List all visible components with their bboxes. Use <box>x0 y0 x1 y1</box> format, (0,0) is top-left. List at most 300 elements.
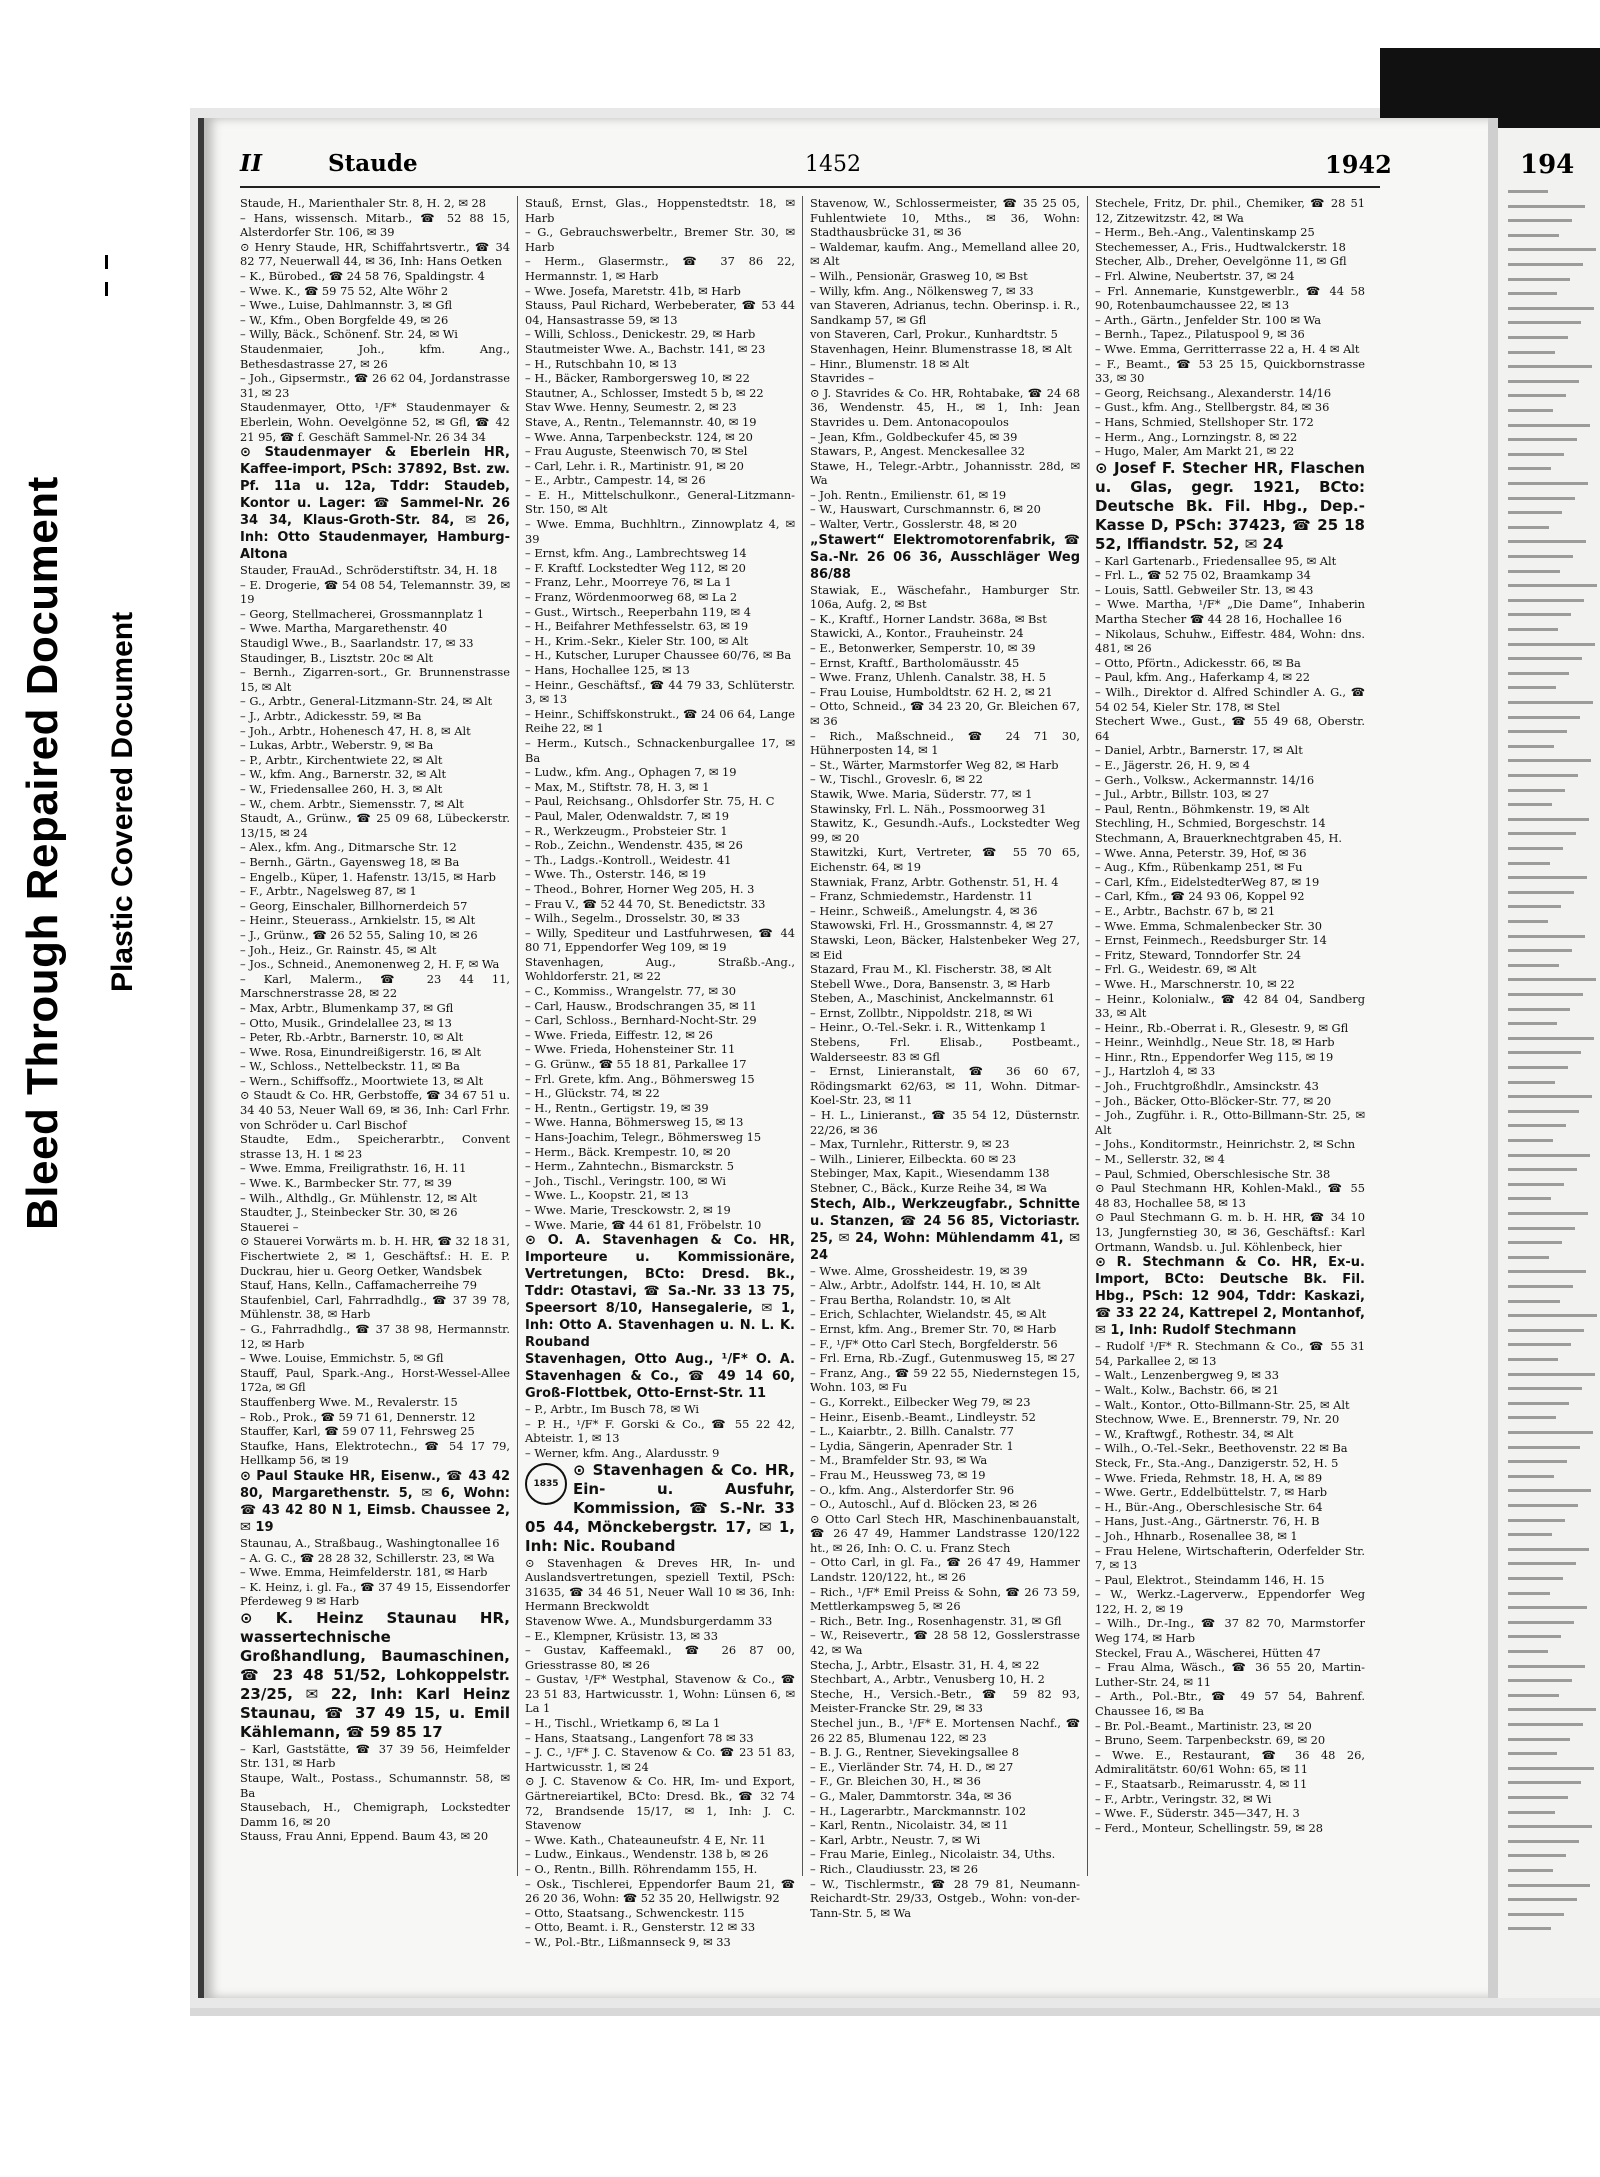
entry-text: – Franz, Wördenmoorweg 68, ✉ La 2 <box>525 590 738 605</box>
next-page-line <box>1508 1796 1568 1799</box>
entry-text: – F., Arbtr., Veringstr. 32, ✉ Wi <box>1095 1791 1272 1806</box>
entry-text: – W., Tischlermstr., ☎ 28 79 81, Neumann-Reichardt-Str. 29/33, Ostgeb., Wohn: von-der-Tann-Str. 5, ✉ Wa <box>810 1876 1080 1920</box>
directory-entry <box>240 855 510 870</box>
next-page-line <box>1508 876 1587 879</box>
entry-text: Stauerei – <box>240 1219 299 1234</box>
directory-entry <box>240 1030 510 1045</box>
directory-entry <box>525 707 795 736</box>
entry-text: – W., kfm. Ang., Barnerstr. 32, ✉ Alt <box>240 767 447 782</box>
entry-text: – E. H., Mittelschulkonr., General-Litzmann-Str. 150, ✉ Alt <box>525 487 795 517</box>
entry-text: – Frau Louise, Humboldtstr. 62 H. 2, ✉ 21 <box>810 684 1053 699</box>
directory-entry <box>525 254 795 283</box>
directory-entry <box>240 797 510 812</box>
next-page-line <box>1508 1154 1590 1157</box>
next-page-line <box>1508 380 1579 383</box>
directory-entry <box>240 444 510 563</box>
entry-text: – K. Heinz, i. gl. Fa., ☎ 37 49 15, Eissendorfer Pferdeweg 9 ✉ Harb <box>240 1579 510 1609</box>
entry-text: Stausebach, H., Chemigraph, Lockstedter Damm 16, ✉ 20 <box>240 1800 510 1829</box>
directory-entry <box>240 1176 510 1191</box>
entry-text: – Herm., Ang., Lornzingstr. 8, ✉ 22 <box>1095 429 1298 444</box>
directory-entry <box>240 1220 510 1235</box>
next-page-line <box>1508 1373 1595 1376</box>
entry-text: Stechemesser, A., Fris., Hudtwalckerstr. 18 <box>1095 239 1346 254</box>
directory-entry <box>240 1829 510 1844</box>
entry-text: Steck, Fr., Sta.-Ang., Danzigerstr. 52, H. 5 <box>1095 1455 1339 1470</box>
entry-text: Stechert Wwe., Gust., ☎ 55 49 68, Oberstr. 64 <box>1095 714 1365 743</box>
directory-entry <box>240 1191 510 1206</box>
directory-entry <box>240 578 510 607</box>
directory-entry <box>525 794 795 809</box>
directory-entry <box>1095 1777 1365 1792</box>
next-page-line <box>1508 832 1576 835</box>
directory-entry <box>525 196 795 225</box>
next-page-line <box>1508 1694 1559 1697</box>
directory-entry <box>1095 1368 1365 1383</box>
entry-text: – Carl, Kfm., EidelstedterWeg 87, ✉ 19 <box>1095 874 1320 889</box>
entry-text: – Heinr., Geschäftsf., ☎ 44 79 33, Schlüterstr. 3, ✉ 13 <box>525 677 795 707</box>
entry-text: Stauf, Hans, Kelln., Caffamacherreihe 79 <box>240 1278 478 1293</box>
entry-text: – St., Wärter, Marmstorfer Weg 82, ✉ Harb <box>810 757 1059 772</box>
entry-text: Stechnow, Wwe. E., Brennerstr. 79, Nr. 20 <box>1095 1412 1340 1427</box>
entry-text: Stecha, J., Arbtr., Elsastr. 31, H. 4, ✉ 22 <box>810 1657 1040 1672</box>
directory-entry <box>525 619 795 634</box>
next-page-line <box>1508 409 1553 412</box>
next-page-line <box>1508 190 1548 193</box>
directory-entry <box>1095 269 1365 284</box>
company-seal: 1835 <box>525 1463 567 1505</box>
entry-text: – Frau V., ☎ 52 44 70, St. Benedictstr. 33 <box>525 896 766 911</box>
entry-text: ⊙ Staudt & Co. HR, Gerbstoffe, ☎ 34 67 51 u. 34 40 53, Neuer Wall 69, ✉ 36, Inh: Carl Frhr. von Schröder u. Carl Bischof <box>240 1088 510 1132</box>
entry-text: – Karl, Malerm., ☎ 23 44 11, Marschnerstrasse 28, ✉ 22 <box>240 971 510 1001</box>
entry-text: – Frl. Erna, Rb.-Zugf., Gutenmusweg 15, ✉ 27 <box>810 1351 1076 1366</box>
entry-text: – Wilh., Linierer, Eilbeckta. 60 ✉ 23 <box>810 1151 1017 1166</box>
next-page-line <box>1508 964 1559 967</box>
directory-entry <box>1095 802 1365 817</box>
directory-entry <box>240 1609 510 1742</box>
directory-entry <box>525 1101 795 1116</box>
directory-entry <box>1095 1689 1365 1718</box>
directory-entry <box>240 1016 510 1031</box>
directory-entry <box>240 928 510 943</box>
directory-entry <box>240 269 510 284</box>
next-page-line <box>1508 1460 1567 1463</box>
directory-entry <box>525 1188 795 1203</box>
directory-entry <box>240 870 510 885</box>
directory-entry <box>525 955 795 984</box>
directory-entry <box>240 621 510 636</box>
directory-entry <box>1095 656 1365 671</box>
directory-entry <box>810 1035 1080 1064</box>
directory-entry <box>810 1760 1080 1775</box>
directory-entry <box>240 753 510 768</box>
directory-entry <box>1095 444 1365 459</box>
next-page-line <box>1508 278 1570 281</box>
entry-text: ⊙ R. Stechmann & Co. HR, Ex-u. Import, BCto: Deutsche Bk. Fil. Hbg., PSch: 12 904, Tddr: Kaskazi, ☎ 33 22 24, Kattrepel 2, Montanhof, ✉ 1, Inh: Rudolf Stechmann <box>1095 1255 1365 1339</box>
next-page-line <box>1508 205 1585 208</box>
bleed-through-note: Bleed Through Repaired Document <box>18 476 67 1230</box>
next-page-line <box>1508 1606 1587 1609</box>
directory-entry <box>810 502 1080 517</box>
entry-text: – Otto, Beamt. i. R., Gensterstr. 12 ✉ 33 <box>525 1920 756 1935</box>
entry-text: Stavenhagen, Aug., Straßb.-Ang., Wohldorferstr. 21, ✉ 22 <box>525 954 795 984</box>
entry-text: Stavenow Wwe. A., Mundsburgerdamm 33 <box>525 1613 773 1628</box>
next-page-line <box>1508 497 1575 500</box>
directory-entry <box>240 884 510 899</box>
directory-entry <box>1095 254 1365 269</box>
entry-text: Stawiak, E., Wäschefahr., Hamburger Str. 106a, Aufg. 2, ✉ Bst <box>810 582 1080 612</box>
entry-text: – Erich, Schlachter, Wielandstr. 45, ✉ Alt <box>810 1307 1047 1322</box>
directory-entry <box>525 1130 795 1145</box>
directory-entry <box>810 1468 1080 1483</box>
next-page-line <box>1508 1081 1555 1084</box>
entry-text: – Wwe. Emma, Heimfelderstr. 181, ✉ Harb <box>240 1565 488 1580</box>
directory-entry <box>525 634 795 649</box>
directory-entry <box>1095 459 1365 554</box>
directory-entry <box>525 1556 795 1614</box>
entry-text: Staudinger, B., Lisztstr. 20c ✉ Alt <box>240 650 434 665</box>
next-page-line <box>1508 482 1588 485</box>
directory-entry <box>240 1366 510 1395</box>
next-page-line <box>1508 1548 1589 1551</box>
entry-text: – Joh., Bäcker, Otto-Blöcker-Str. 77, ✉ 20 <box>1095 1093 1332 1108</box>
directory-entry <box>1095 919 1365 934</box>
directory-entry <box>1095 430 1365 445</box>
next-page-line <box>1508 321 1581 324</box>
directory-entry <box>1095 1573 1365 1588</box>
entry-text: – Wwe. Emma, Gerritterrasse 22 a, H. 4 ✉ Alt <box>1095 341 1360 356</box>
entry-text: – Ernst, kfm. Ang., Lambrechtsweg 14 <box>525 546 747 561</box>
directory-entry <box>810 699 1080 728</box>
directory-entry <box>525 1935 795 1950</box>
entry-text: – C., Kommiss., Wrangelstr. 77, ✉ 30 <box>525 984 737 999</box>
directory-entry <box>525 1203 795 1218</box>
entry-text: – Wern., Schiffsoffz., Moortwiete 13, ✉ Alt <box>240 1073 484 1088</box>
directory-entry <box>810 1424 1080 1439</box>
entry-text: – W., Pol.-Btr., Lißmannseck 9, ✉ 33 <box>525 1934 731 1949</box>
entry-text: – O., Rentn., Billh. Röhrendamm 155, H. <box>525 1862 758 1876</box>
directory-entry <box>240 709 510 724</box>
entry-text: – W., Kfm., Oben Borgfelde 49, ✉ 26 <box>240 312 449 327</box>
next-page-line <box>1508 1504 1578 1507</box>
directory-entry <box>240 1132 510 1161</box>
entry-text: Stawars, P., Angest. Menckesallee 32 <box>810 444 1026 459</box>
directory-columns <box>240 196 1380 1949</box>
directory-entry <box>240 1800 510 1829</box>
entry-text: Stavenhagen, Heinr. Blumenstrasse 18, ✉ Alt <box>810 341 1072 356</box>
next-page-line <box>1508 949 1572 952</box>
entry-text: – H., Rentn., Gertigstr. 19, ✉ 39 <box>525 1100 709 1115</box>
entry-text: – Wilh., Dr.-Ing., ☎ 37 82 70, Marmstorfer Weg 174, ✉ Harb <box>1095 1616 1365 1646</box>
directory-entry <box>810 1555 1080 1584</box>
entry-text: – G., Fahrradhdlg., ☎ 37 38 98, Hermannstr. 12, ✉ Harb <box>240 1321 510 1351</box>
entry-text: – Paul, Schmied, Oberschlesische Str. 38 <box>1095 1166 1331 1181</box>
directory-entry <box>525 1672 795 1716</box>
entry-text: – Paul, kfm. Ang., Haferkamp 4, ✉ 22 <box>1095 670 1311 685</box>
entry-text: – F., ¹/F* Otto Carl Stech, Borgfelderstr. 56 <box>810 1336 1058 1351</box>
section-mark: II <box>240 150 263 177</box>
directory-entry <box>1095 787 1365 802</box>
next-page-number: 194 <box>1520 150 1575 180</box>
entry-text: – Georg, Einschaler, Billhornerdeich 57 <box>240 898 468 913</box>
directory-entry <box>525 444 795 459</box>
directory-entry <box>810 240 1080 269</box>
next-page-line <box>1508 1854 1566 1857</box>
entry-text: – Ludw., kfm. Ang., Ophagen 7, ✉ 19 <box>525 765 737 780</box>
next-page-line <box>1508 365 1592 368</box>
entry-text: – H., Tischl., Wrietkamp 6, ✉ La 1 <box>525 1716 721 1731</box>
next-page-line <box>1508 1577 1563 1580</box>
directory-entry <box>810 1774 1080 1789</box>
directory-entry <box>525 488 795 517</box>
directory-entry <box>240 811 510 840</box>
directory-entry <box>1095 415 1365 430</box>
entry-text: – Herm., Glasermstr., ☎ 37 86 22, Hermannstr. 1, ✉ Harb <box>525 254 795 283</box>
entry-text: – Joh., Tischl., Veringstr. 100, ✉ Wi <box>525 1173 727 1188</box>
entry-text: – Rich., Betr. Ing., Rosenhagenstr. 31, ✉ Gfl <box>810 1613 1062 1628</box>
entry-text: Stechele, Fritz, Dr. phil., Chemiker, ☎ 28 51 12, Zitzewitzstr. 42, ✉ Wa <box>1095 196 1365 225</box>
entry-text: Stechling, H., Schmied, Borgeschstr. 14 <box>1095 816 1326 831</box>
directory-entry <box>240 738 510 753</box>
directory-entry <box>810 1181 1080 1196</box>
directory-entry <box>525 298 795 327</box>
next-page-line <box>1508 1781 1581 1784</box>
entry-text: – Hans, Hochallee 125, ✉ 13 <box>525 663 690 677</box>
entry-text: Stauder, FrauAd., Schröderstiftstr. 34, H. 18 <box>240 563 498 578</box>
entry-text: – Wilh., Segelm., Drosselstr. 30, ✉ 33 <box>525 911 740 926</box>
entry-text: – Willy, Bäck., Schönenf. Str. 24, ✉ Wi <box>240 327 458 342</box>
entry-text: – M., Bramfelder Str. 93, ✉ Wa <box>810 1453 988 1468</box>
entry-text: ⊙ Stauerei Vorwärts m. b. H. HR, ☎ 32 18 31, Fischertwiete 2, ✉ 1, Geschäftsf.: H. E. P. Duckrau, hier u. Georg Oetker, Wandsbek <box>240 1234 510 1278</box>
next-page-sliver <box>1498 128 1600 1998</box>
entry-text: – Hans, Schmied, Stellshoper Str. 172 <box>1095 414 1314 429</box>
directory-entry <box>1095 1806 1365 1821</box>
entry-text: – Wwe. L., Koopstr. 21, ✉ 13 <box>525 1188 689 1203</box>
next-page-line <box>1508 789 1565 792</box>
next-page-line <box>1508 672 1569 675</box>
directory-entry <box>240 1278 510 1293</box>
directory-entry <box>1095 386 1365 401</box>
directory-entry <box>810 269 1080 284</box>
entry-text: – Joh., Gipsermstr., ☎ 26 62 04, Jordanstrasse 31, ✉ 23 <box>240 371 510 400</box>
entry-text: – Hugo, Maler, Am Markt 21, ✉ 22 <box>1095 444 1295 459</box>
next-page-line <box>1508 935 1585 938</box>
directory-entry <box>525 1028 795 1043</box>
directory-entry <box>525 1774 795 1832</box>
entry-text: Stech, Alb., Werkzeugfabr., Schnitte u. Stanzen, ☎ 24 56 85, Victoriastr. 25, ✉ 24, Wohn: Mühlendamm 41, ✉ 24 <box>810 1196 1080 1263</box>
directory-entry <box>1095 597 1365 626</box>
directory-entry <box>1095 284 1365 313</box>
directory-entry <box>1095 1137 1365 1152</box>
directory-entry <box>240 1468 510 1536</box>
directory-entry <box>810 459 1080 488</box>
entry-text: – Bernh., Zigarren-sort., Gr. Brunnenstrasse 15, ✉ Alt <box>240 665 510 694</box>
entry-text: – Otto, Staatsang., Schwenckestr. 115 <box>525 1905 745 1920</box>
entry-text: – Otto, Pförtn., Adickesstr. 66, ✉ Ba <box>1095 655 1301 670</box>
next-page-line <box>1508 1898 1577 1901</box>
entry-text: Stebner, C., Bäck., Kurze Reihe 34, ✉ Wa <box>810 1181 1047 1195</box>
next-page-line <box>1508 1592 1550 1595</box>
next-page-line <box>1508 1387 1582 1390</box>
entry-text: – H., Beifahrer Methfesselstr. 63, ✉ 19 <box>525 619 749 634</box>
column-4 <box>1095 196 1365 1876</box>
directory-entry <box>240 1536 510 1551</box>
entry-text: – Heinr., Steuerass., Arnkielstr. 15, ✉ Alt <box>240 913 476 928</box>
entry-text: – Paul, Maler, Odenwaldstr. 7, ✉ 19 <box>525 808 729 823</box>
entry-text: – Wwe. Emma, Buchhltrn., Zinnowplatz 4, ✉ 39 <box>525 517 795 546</box>
directory-entry <box>240 957 510 972</box>
directory-entry <box>1095 1181 1365 1210</box>
entry-text: – H., Glückstr. 74, ✉ 22 <box>525 1086 660 1101</box>
entry-text: Staudte, Edm., Speicherarbtr., Convent strasse 13, H. 1 ✉ 23 <box>240 1132 510 1161</box>
entry-text: – G., Maler, Dammtorstr. 34a, ✉ 36 <box>810 1788 1012 1803</box>
entry-text: – F., Beamt., ☎ 53 25 15, Quickbornstrasse 33, ✉ 30 <box>1095 356 1365 386</box>
next-page-line <box>1508 1139 1553 1142</box>
entry-text: Stawinsky, Frl. L. Näh., Possmoorweg 31 <box>810 801 1047 816</box>
directory-entry <box>525 327 795 342</box>
entry-text: Staudigl Wwe., B., Saarlandstr. 17, ✉ 33 <box>240 636 474 651</box>
directory-entry <box>810 991 1080 1006</box>
next-page-line <box>1508 351 1555 354</box>
entry-text: – Frau Marie, Einleg., Nicolaistr. 34, Uths. <box>810 1847 1056 1862</box>
entry-text: – E. Drogerie, ☎ 54 08 54, Telemannstr. 39, ✉ 19 <box>240 577 510 607</box>
directory-entry <box>240 782 510 797</box>
entry-text: – Wilh., Pensionär, Grasweg 10, ✉ Bst <box>810 268 1028 283</box>
directory-entry <box>525 926 795 955</box>
directory-entry <box>1095 904 1365 919</box>
margin-tick <box>105 282 108 296</box>
directory-entry <box>525 473 795 488</box>
entry-text: – Osk., Tischlerei, Eppendorfer Baum 21, ☎ 26 20 36, Wohn: ☎ 52 35 20, Hellwigstr. 92 <box>525 1876 795 1906</box>
entry-text: – Bruno, Seem. Tarpenbeckstr. 69, ✉ 20 <box>1095 1733 1326 1748</box>
directory-entry <box>240 1293 510 1322</box>
directory-entry <box>525 400 795 415</box>
entry-text: – Alex., kfm. Ang., Ditmarsche Str. 12 <box>240 840 457 855</box>
next-page-line <box>1508 1533 1552 1536</box>
directory-entry <box>1095 977 1365 992</box>
entry-text: – Engelb., Küper, 1. Hafenstr. 13/15, ✉ Harb <box>240 869 496 884</box>
entry-text: – Wwe. Franz, Uhlenh. Canalstr. 38, H. 5 <box>810 670 1046 685</box>
directory-entry <box>810 1366 1080 1395</box>
directory-entry <box>525 999 795 1014</box>
directory-entry <box>240 1580 510 1609</box>
directory-entry <box>1095 1152 1365 1167</box>
next-page-line <box>1508 1519 1565 1522</box>
directory-entry <box>1095 1441 1365 1456</box>
entry-text: Stauffenberg Wwe. M., Revalerstr. 15 <box>240 1394 458 1409</box>
entry-text: – Wwe. Anna, Tarpenbeckstr. 124, ✉ 20 <box>525 429 753 444</box>
next-page-line <box>1508 263 1583 266</box>
directory-entry <box>525 809 795 824</box>
entry-text: – W., Friedensallee 260, H. 3, ✉ Alt <box>240 782 443 796</box>
next-page-line <box>1508 467 1551 470</box>
directory-entry <box>240 1161 510 1176</box>
directory-entry <box>1095 1821 1365 1836</box>
directory-entry <box>1095 1339 1365 1368</box>
directory-entry <box>810 1818 1080 1833</box>
directory-entry <box>1095 714 1365 743</box>
entry-text: Stebinger, Max, Kapit., Wiesendamm 138 <box>810 1166 1050 1181</box>
directory-entry <box>810 1745 1080 1760</box>
entry-text: – P., Arbtr., Im Busch 78, ✉ Wi <box>525 1402 699 1417</box>
entry-text: – Karl Gartenarb., Friedensallee 95, ✉ Alt <box>1095 553 1337 568</box>
directory-entry <box>240 767 510 782</box>
next-page-line <box>1508 1343 1571 1346</box>
directory-entry <box>810 1293 1080 1308</box>
directory-entry <box>810 787 1080 802</box>
entry-text: ⊙ Stavenhagen & Dreves HR, In- und Auslandsvertretungen, speziell Textil, PSch: 31635, ☎ 34 46 51, Neuer Wall 10 ✉ 36, Inh: Hermann Breckwoldt <box>525 1555 795 1614</box>
directory-entry <box>240 1074 510 1089</box>
next-page-line <box>1508 1212 1588 1215</box>
directory-entry <box>1095 1050 1365 1065</box>
next-page-line <box>1508 628 1558 631</box>
entry-text: – Max, Arbtr., Blumenkamp 37, ✉ Gfl <box>240 1000 454 1015</box>
directory-entry <box>525 1351 795 1402</box>
entry-text: – Wilh., Althdlg., Gr. Mühlenstr. 12, ✉ Alt <box>240 1190 477 1205</box>
next-page-line <box>1508 745 1554 748</box>
entry-text: – H., Lagerarbtr., Marckmannstr. 102 <box>810 1803 1027 1818</box>
directory-entry <box>1095 685 1365 714</box>
directory-entry <box>810 1453 1080 1468</box>
directory-entry <box>1095 1412 1365 1427</box>
directory-entry <box>525 648 795 663</box>
entry-text: von Staveren, Carl, Prokur., Kunhardtstr. 5 <box>810 327 1058 342</box>
entry-text: – G., Arbtr., General-Litzmann-Str. 24, ✉ Alt <box>240 694 493 709</box>
entry-text: – Gerh., Volksw., Ackermannstr. 14/16 <box>1095 772 1315 787</box>
entry-text: ⊙ Paul Stauke HR, Eisenw., ☎ 43 42 80, Margarethenstr. 5, ✉ 6, Wohn: ☎ 43 42 80 N 1, Eimsb. Chaussee 2, ✉ 19 <box>240 1468 510 1535</box>
next-page-line <box>1508 292 1557 295</box>
entry-text: – W., Kraftwgf., Rothestr. 34, ✉ Alt <box>1095 1426 1294 1441</box>
entry-text: – Walter, Vertr., Gosslerstr. 48, ✉ 20 <box>810 517 1017 532</box>
directory-entry <box>240 694 510 709</box>
entry-text: – O., Autoschl., Auf d. Blöcken 23, ✉ 26 <box>810 1497 1038 1512</box>
directory-entry <box>525 371 795 386</box>
entry-text: Stawik, Wwe. Maria, Süderstr. 77, ✉ 1 <box>810 786 1033 801</box>
next-page-line <box>1508 774 1578 777</box>
entry-text: – Herm., Bäck. Krempestr. 10, ✉ 20 <box>525 1144 731 1159</box>
next-page-line <box>1508 555 1573 558</box>
directory-entry <box>810 1152 1080 1167</box>
entry-text: Stecher, Alb., Dreher, Oevelgönne 11, ✉ Gfl <box>1095 254 1347 269</box>
directory-entry <box>525 590 795 605</box>
entry-text: – Carl, Lehr. i. R., Martinistr. 91, ✉ 20 <box>525 458 744 473</box>
entry-text: Stautner, A., Schlosser, Imstedt 5 b, ✉ 22 <box>525 385 764 400</box>
entry-text: – Walt., Lenzenbergweg 9, ✉ 33 <box>1095 1368 1279 1383</box>
directory-entry <box>1095 1167 1365 1182</box>
next-page-line <box>1508 1329 1584 1332</box>
entry-text: – F., Staatsarb., Reimarusstr. 4, ✉ 11 <box>1095 1777 1308 1791</box>
entry-text: – Franz, Schmiedemstr., Hardenstr. 11 <box>810 889 1033 904</box>
entry-text: – Gustav, ¹/F* Westphal, Stavenow & Co., ☎ 23 51 83, Hartwicusstr. 1, Wohn: Lünsen 6, ✉ La 1 <box>525 1672 795 1716</box>
entry-text: van Staveren, Adrianus, techn. Oberinsp. i. R., Sandkamp 57, ✉ Gfl <box>810 298 1080 327</box>
directory-entry <box>810 1439 1080 1454</box>
directory-entry <box>1095 816 1365 831</box>
directory-entry <box>810 1278 1080 1293</box>
next-page-line <box>1508 847 1563 850</box>
directory-entry <box>1095 583 1365 598</box>
next-page-line <box>1508 438 1577 441</box>
directory-entry <box>525 1072 795 1087</box>
directory-entry <box>525 1402 795 1417</box>
directory-entry <box>1095 1544 1365 1573</box>
entry-text: – E., Arbtr., Bachstr. 67 b, ✉ 21 <box>1095 903 1276 918</box>
directory-entry <box>1095 225 1365 240</box>
entry-text: – Hans, Staatsang., Langenfort 78 ✉ 33 <box>525 1730 754 1745</box>
entry-text: – Willi, Schloss., Denickestr. 29, ✉ Harb <box>525 327 756 342</box>
directory-entry <box>525 1833 795 1848</box>
entry-text: – F. Kraftf. Lockstedter Weg 112, ✉ 20 <box>525 560 746 575</box>
directory-entry <box>810 1322 1080 1337</box>
directory-entry <box>1095 400 1365 415</box>
